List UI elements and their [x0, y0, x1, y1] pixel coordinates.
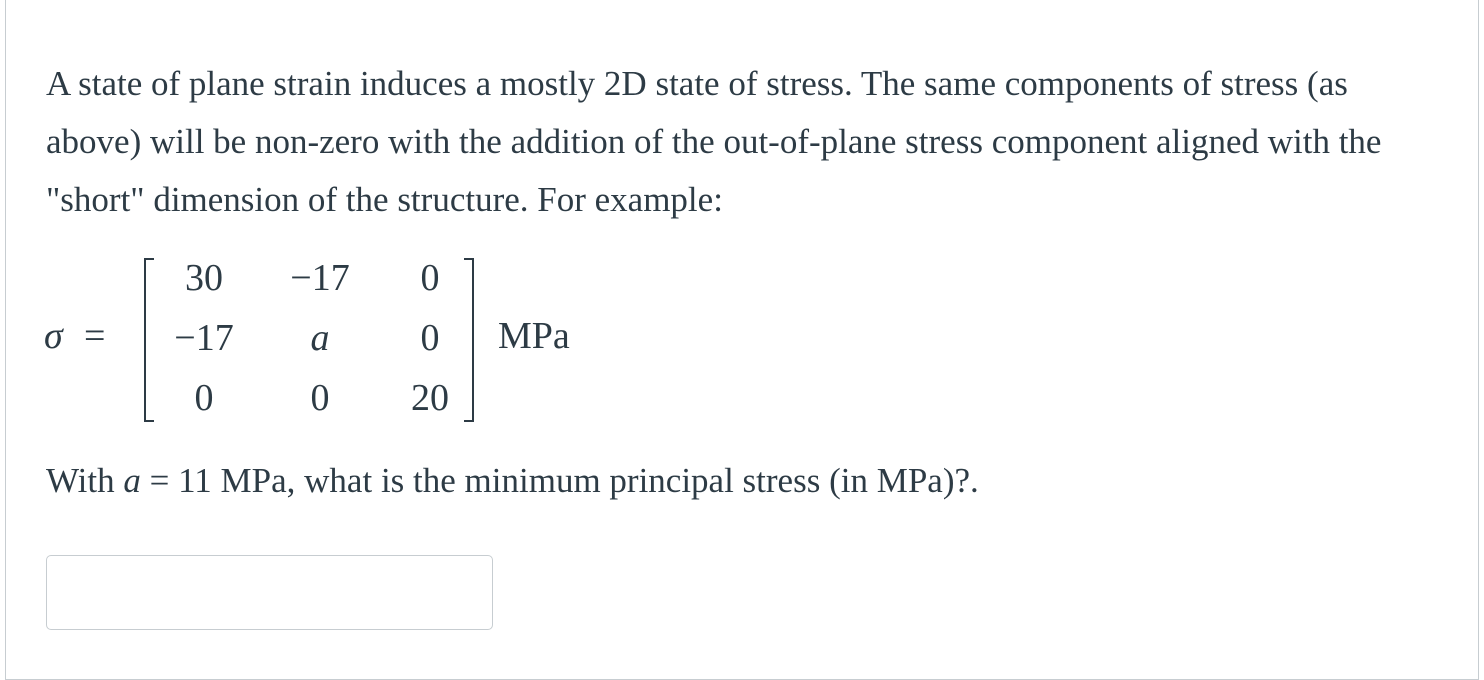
question-prefix: With — [46, 461, 124, 500]
matrix-cell-r3c2: 0 — [310, 377, 330, 419]
stress-tensor-equation — [44, 250, 664, 430]
matrix-cell-r1c3: 0 — [420, 257, 440, 299]
matrix-cell-r3c1: 0 — [194, 377, 214, 419]
matrix-cell-r2c1: −17 — [174, 317, 234, 359]
matrix-cell-r2c2: a — [310, 317, 330, 359]
matrix-cell-r2c3: 0 — [420, 317, 440, 359]
question-text — [46, 455, 979, 507]
matrix-cell-r1c2: −17 — [290, 257, 350, 299]
matrix-cell-r1c1: 30 — [185, 257, 223, 299]
question-prompt: A state of plane strain induces a mostly 2D state of stress. The same components of stress (as above) will be non-zero with the addition of the out-of-plane stress component aligned with the "short" dimension of the structure. For example: — [46, 64, 1382, 219]
unit-label: MPa — [498, 315, 570, 357]
sigma-symbol: σ — [44, 315, 63, 357]
matrix-left-bracket — [144, 258, 154, 422]
answer-input[interactable] — [46, 555, 493, 630]
question-suffix: = 11 MPa, what is the minimum principal stress (in MPa)?. — [140, 461, 979, 500]
matrix-right-bracket — [464, 258, 474, 422]
equals-sign: = — [84, 315, 106, 357]
question-variable: a — [123, 461, 141, 500]
matrix-cell-r3c3: 20 — [411, 377, 449, 419]
